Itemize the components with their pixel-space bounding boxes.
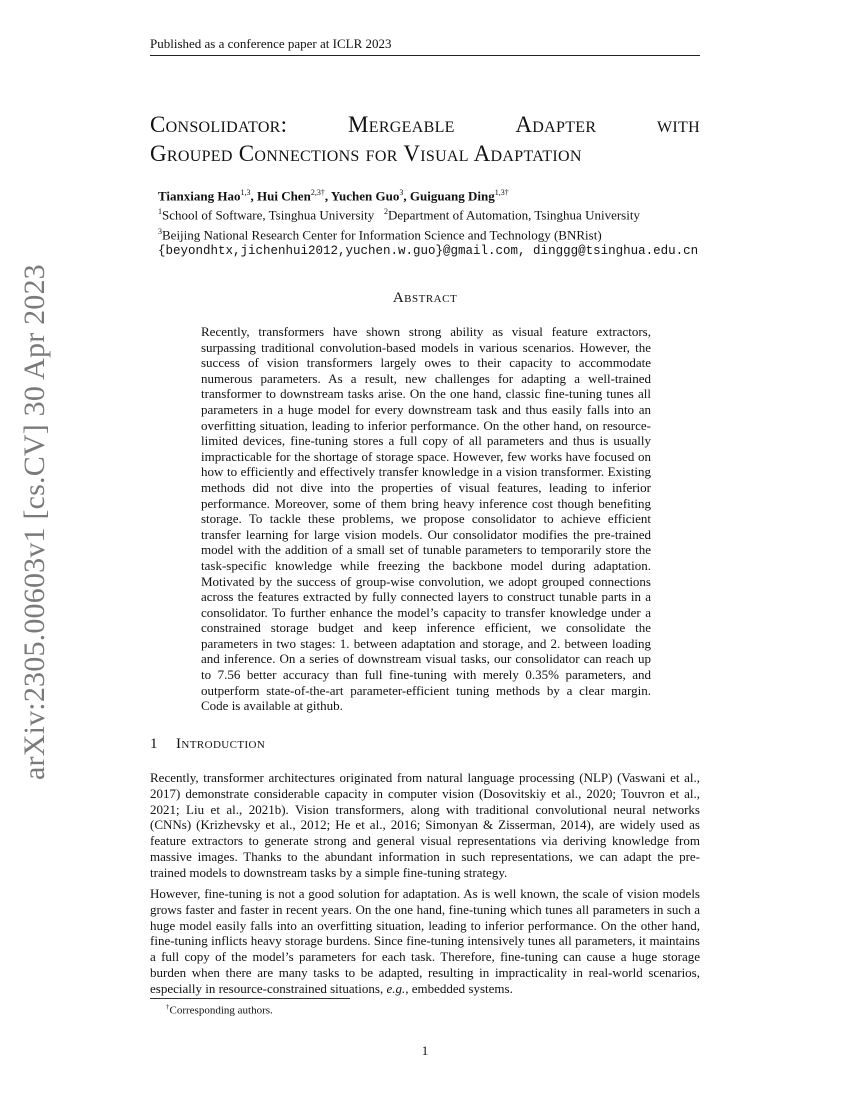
author-emails[interactable]: {beyondhtx,jichenhui2012,yuchen.w.guo}@gmail.com, dinggg@tsinghua.edu.cn (158, 243, 699, 258)
title-line-2: Grouped Connections for Visual Adaptation (150, 141, 582, 166)
paragraph-text: However, fine-tuning is not a good solution for adaptation. As is well known, the scale of vision models grows faster and faster in recent years. On the one hand, fine-tuning which tunes all parameters in such a huge model easily falls into an overfitting situation, leading to inferior performance. On the other hand, fine-tuning inflicts heavy storage burdens. Since fine-tuning intensively tunes all parameters, it maintains a full copy of the model’s parameters for each task. Therefore, fine-tuning can cause a huge storage burden when there are many tasks to be adapted, resulting in impracticality in real-world scenarios, especially in resource-constrained situations, (150, 886, 700, 996)
affiliation: School of Software, Tsinghua University (162, 207, 375, 223)
paragraph-text: , embedded systems. (405, 980, 513, 996)
abstract-heading: Abstract (392, 290, 458, 306)
affiliations-line-1 (158, 204, 758, 223)
section-heading (150, 736, 265, 753)
affiliation: Beijing National Research Center for Information Science and Technology (BNRist) (162, 226, 602, 242)
section-number: 1 (150, 736, 158, 752)
affiliations-line-2 (158, 224, 758, 243)
author-name: Hui Chen (256, 188, 311, 204)
author-affiliation-marker: 3 (399, 188, 404, 197)
author-name: Guiguang Ding (409, 188, 495, 204)
running-header: Published as a conference paper at ICLR 2023 (150, 36, 700, 56)
footnote-mark: † (166, 1003, 170, 1011)
page-number: 1 (421, 1043, 429, 1058)
author-affiliation-marker: 2,3† (310, 188, 325, 197)
italic-abbreviation: e.g. (386, 980, 406, 996)
author-affiliation-marker: 1,3 (240, 188, 251, 197)
intro-paragraph-2 (150, 886, 700, 997)
title-line-1 (150, 110, 700, 139)
footnote-text: Corresponding authors. (169, 1004, 273, 1017)
arxiv-identifier-stamp[interactable]: arXiv:2305.00603v1 [cs.CV] 30 Apr 2023 (18, 264, 51, 780)
author-name: Tianxiang Hao (158, 188, 241, 204)
affiliation-marker: 2 (384, 207, 388, 217)
paper-title (150, 110, 700, 168)
title-word: Consolidator: (150, 112, 288, 137)
author-affiliation-marker: 1,3† (494, 188, 509, 197)
title-word: Mergeable (348, 112, 455, 137)
affiliation-marker: 1 (158, 207, 162, 217)
title-word: with (657, 112, 700, 137)
intro-paragraph-1: Recently, transformer architectures originated from natural language processing (NLP) (Vaswani et al., 2017) demonstrate considerable capacity in computer vision (Dosovitskiy et al., 2020; Touvron et al., 2021; Liu et al., 2021b). Vision transformers, along with traditional convolutional neural networks (CNNs) (Krizhevsky et al., 2012; He et al., 2016; Simonyan & Zisserman, 2014), are widely used as feature extractors to generate strong and general visual representations via deriving knowledge from massive images. Thanks to the abundant information in such representations, we can adapt the pre-trained models to downstream tasks by a simple fine-tuning strategy. (150, 770, 700, 880)
affiliation: Department of Automation, Tsinghua University (388, 207, 640, 223)
abstract-text: Recently, transformers have shown strong ability as visual feature extractors, surpassing traditional convolution-based models in various scenarios. However, the success of vision transformers largely owes to their capacity to accommodate numerous parameters. As a result, new challenges for adapting a well-trained transformer to downstream tasks arise. On the one hand, classic fine-tuning tunes all parameters in a huge model for every downstream task and thus easily falls into an overfitting situation, leading to inferior performance. On the other hand, on resource-limited devices, fine-tuning stores a full copy of all parameters and thus is usually impracticable for the shortage of storage space. However, few works have focused on how to efficiently and effectively transfer knowledge in a vision transformer. Existing methods did not dive into the properties of visual features, leading to inferior performance. Moreover, some of them bring heavy inference cost though benefiting storage. To tackle these problems, we propose consolidator to achieve efficient transfer learning for large vision models. Our consolidator modifies the pre-trained model with the addition of a small set of tunable parameters to temporarily store the task-specific knowledge while freezing the backbone model during adaptation. Motivated by the success of group-wise convolution, we adopt grouped connections across the features extracted by fully connected layers to construct tunable parts in a consolidator. To further enhance the model’s capacity to transfer knowledge under a constrained storage budget and keep inference efficient, we consolidate the parameters in two stages: 1. between adaptation and storage, and 2. between loading and inference. On a series of downstream visual tasks, our consolidator can reach up to 7.56 better accuracy than full fine-tuning with merely 0.35% parameters, and outperform state-of-the-art parameter-efficient tuning methods by a clear margin. Code is available at github. (201, 324, 651, 714)
section-title: Introduction (176, 736, 266, 752)
author-names: Tianxiang Hao$^{1,3}$, Hui Chen$^{2,3\dagger}$, Yuchen Guo$^3$, Guiguang Ding$^{1,3\dagger}$ (158, 188, 509, 204)
author-name: Yuchen Guo (330, 188, 400, 204)
footnote-rule (150, 998, 350, 999)
affiliation-marker: 3 (158, 226, 162, 236)
author-block (158, 185, 758, 259)
title-word: Adapter (515, 112, 597, 137)
footnote (166, 1003, 273, 1017)
